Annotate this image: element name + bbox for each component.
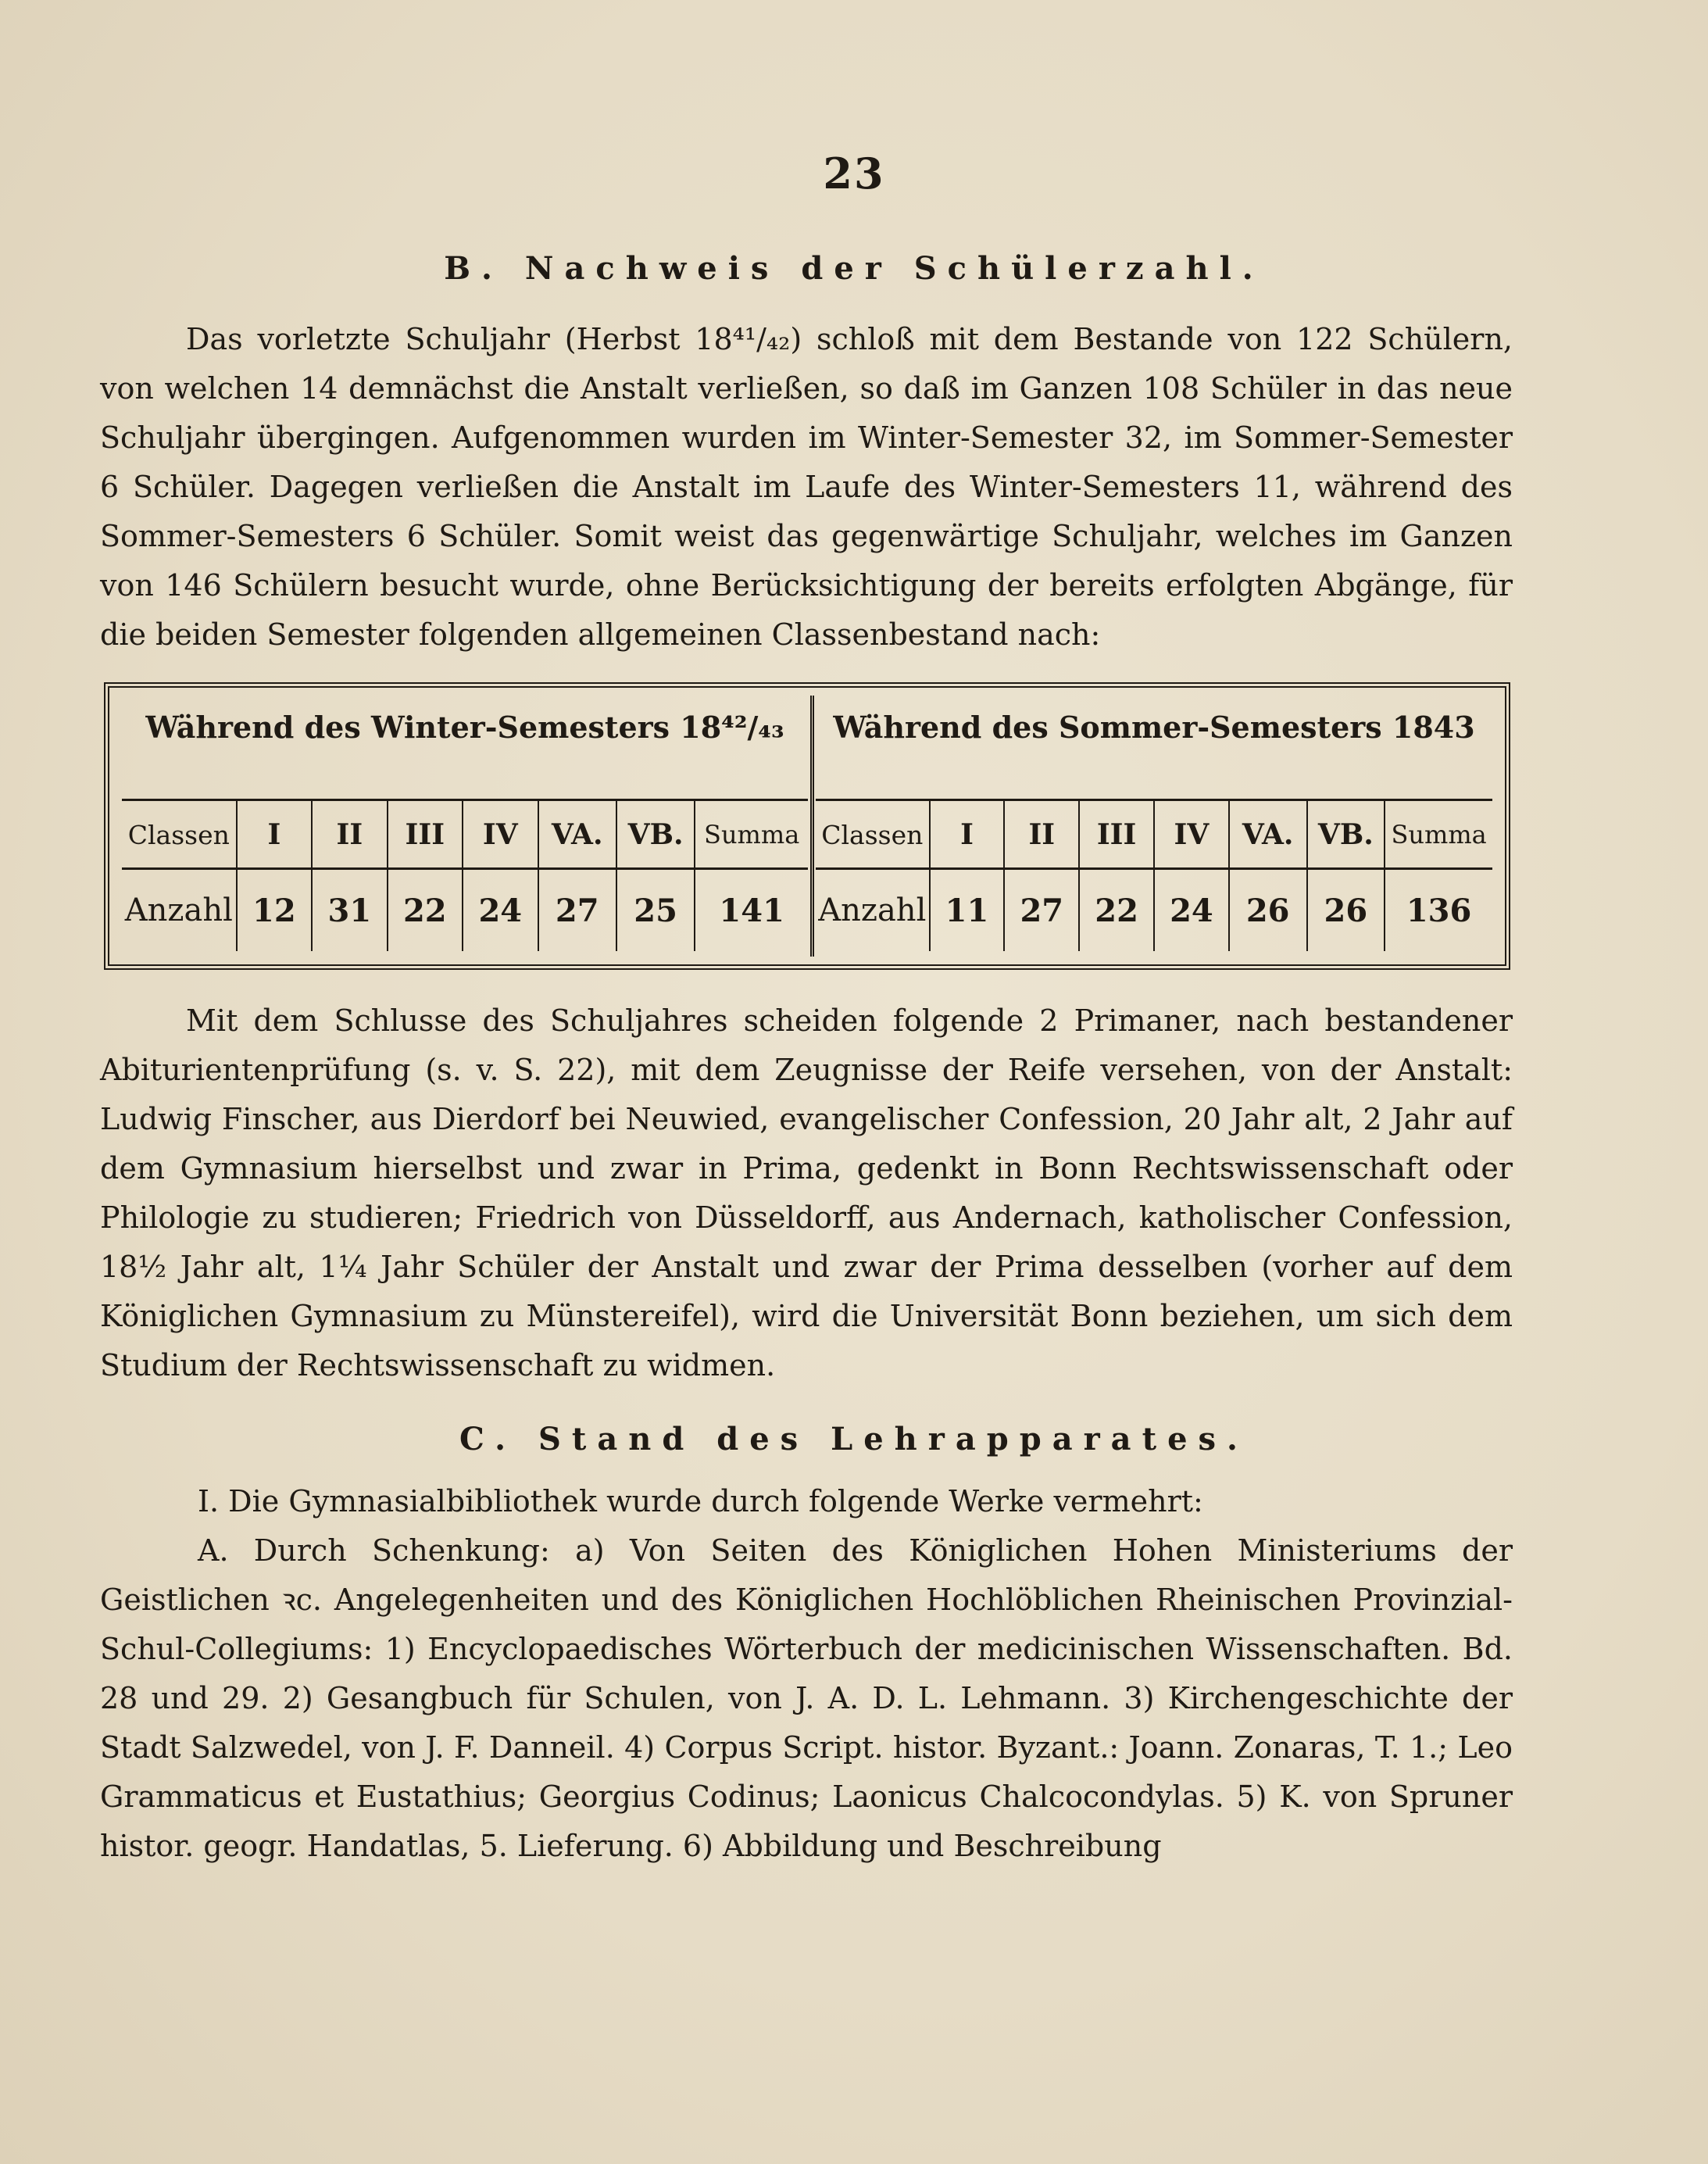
section-b-text: Das vorletzte Schuljahr (Herbst 18⁴¹/₄₂) schloß mit dem Bestande von 122 Schülern, von welchen 14 demnächst die Anstalt verließen, so daß im Ganzen 108 Schüler in das neue Schuljahr übergingen. Aufgenommen wurden im Winter-Semester 32, im Sommer-Semester 6 Schüler. Dagegen verließen die Anstalt im Laufe des Winter-Semesters 11, während des Sommer-Semesters 6 Schüler. Somit weist das gegenwärtige Schuljahr, welches im Ganzen von 146 Schülern besucht wurde, ohne Berücksichtigung der bereits erfolgten Abgänge, für die beiden Semester folgenden allgemeinen Classenbestand nach: <box>100 322 1513 652</box>
winter-value-i: 12 <box>236 870 311 951</box>
section-b-paragraph <box>100 315 1513 660</box>
summer-header-i: I <box>929 801 1004 868</box>
graduates-text: Mit dem Schlusse des Schuljahres scheiden folgende 2 Primaner, nach bestandener Abiturientenprüfung (s. v. S. 22), mit dem Zeugnisse der Reife versehen, von der Anstalt: Ludwig Finscher, aus Dierdorf bei Neuwied, evangelischer Confession, 20 Jahr alt, 2 Jahr auf dem Gymnasium hierselbst und zwar in Prima, gedenkt in Bonn Rechtswissenschaft oder Philologie zu studieren; Friedrich von Düsseldorff, aus Andernach, katholischer Confession, 18½ Jahr alt, 1¼ Jahr Schüler der Anstalt und zwar der Prima desselben (vorher auf dem Königlichen Gymnasium zu Münstereifel), wird die Universität Bonn beziehen, um sich dem Studium der Rechtswissenschaft zu widmen. <box>100 1003 1513 1382</box>
summer-semester-table <box>816 696 1492 957</box>
summer-caption: Während des Sommer-Semesters 1843 <box>833 710 1475 745</box>
winter-value-summa: 141 <box>694 870 808 951</box>
summer-value-ii: 27 <box>1003 870 1078 951</box>
summer-header-summa: Summa <box>1384 801 1492 868</box>
summer-header-iv: IV <box>1153 801 1228 868</box>
winter-value-va: 27 <box>538 870 616 951</box>
summer-value-i: 11 <box>929 870 1004 951</box>
summer-header-classen: Classen <box>821 819 924 850</box>
winter-value-vb: 25 <box>616 870 694 951</box>
winter-header-row <box>122 799 808 868</box>
winter-header-classen: Classen <box>127 819 230 850</box>
winter-values-row <box>122 867 808 951</box>
library-line: I. Die Gymnasialbibliothek wurde durch folgende Werke vermehrt: <box>198 1484 1203 1518</box>
winter-semester-table <box>122 696 808 957</box>
graduates-paragraph <box>100 996 1513 1390</box>
summer-header-ii: II <box>1003 801 1078 868</box>
winter-caption: Während des Winter-Semesters 18⁴²/₄₃ <box>145 710 784 745</box>
summer-header-va: VA. <box>1228 801 1306 868</box>
winter-row-label: Anzahl <box>124 892 233 928</box>
winter-header-vb: VB. <box>616 801 694 868</box>
summer-value-vb: 26 <box>1306 870 1385 951</box>
winter-header-iv: IV <box>462 801 537 868</box>
summer-header-iii: III <box>1078 801 1153 868</box>
class-count-table <box>104 682 1510 970</box>
winter-value-iii: 22 <box>387 870 462 951</box>
winter-header-va: VA. <box>538 801 616 868</box>
donations-text: A. Durch Schenkung: a) Von Seiten des Königlichen Hohen Ministeriums der Geistlichen ꝛc. Angelegenheiten und des Königlichen Hochlöblichen Rheinischen Provinzial-Schul-Collegiums: 1) Encyclopaedisches Wörterbuch der medicinischen Wissenschaften. Bd. 28 und 29. 2) Gesangbuch für Schulen, von J. A. D. L. Lehmann. 3) Kirchengeschichte der Stadt Salzwedel, von J. F. Danneil. 4) Corpus Script. histor. Byzant.: Joann. Zonaras, T. 1.; Leo Grammaticus et Eustathius; Georgius Codinus; Laonicus Chalcocondylas. 5) K. von Spruner histor. geogr. Handatlas, 5. Lieferung. 6) Abbildung und Beschreibung <box>100 1533 1513 1863</box>
summer-row-label: Anzahl <box>818 892 927 928</box>
summer-values-row <box>816 867 1492 951</box>
summer-header-vb: VB. <box>1306 801 1385 868</box>
summer-value-iii: 22 <box>1078 870 1153 951</box>
winter-value-ii: 31 <box>311 870 386 951</box>
winter-header-iii: III <box>387 801 462 868</box>
section-c-heading: C. Stand des Lehrapparates. <box>459 1421 1249 1458</box>
summer-value-va: 26 <box>1228 870 1306 951</box>
winter-value-iv: 24 <box>462 870 537 951</box>
winter-header-i: I <box>236 801 311 868</box>
table-divider <box>810 696 814 957</box>
summer-value-summa: 136 <box>1384 870 1492 951</box>
page-number: 23 <box>823 148 885 199</box>
winter-header-ii: II <box>311 801 386 868</box>
section-b-heading: B. Nachweis der Schülerzahl. <box>444 250 1264 287</box>
winter-header-summa: Summa <box>694 801 808 868</box>
section-c-body <box>100 1477 1513 1871</box>
summer-value-iv: 24 <box>1153 870 1228 951</box>
summer-header-row <box>816 799 1492 868</box>
